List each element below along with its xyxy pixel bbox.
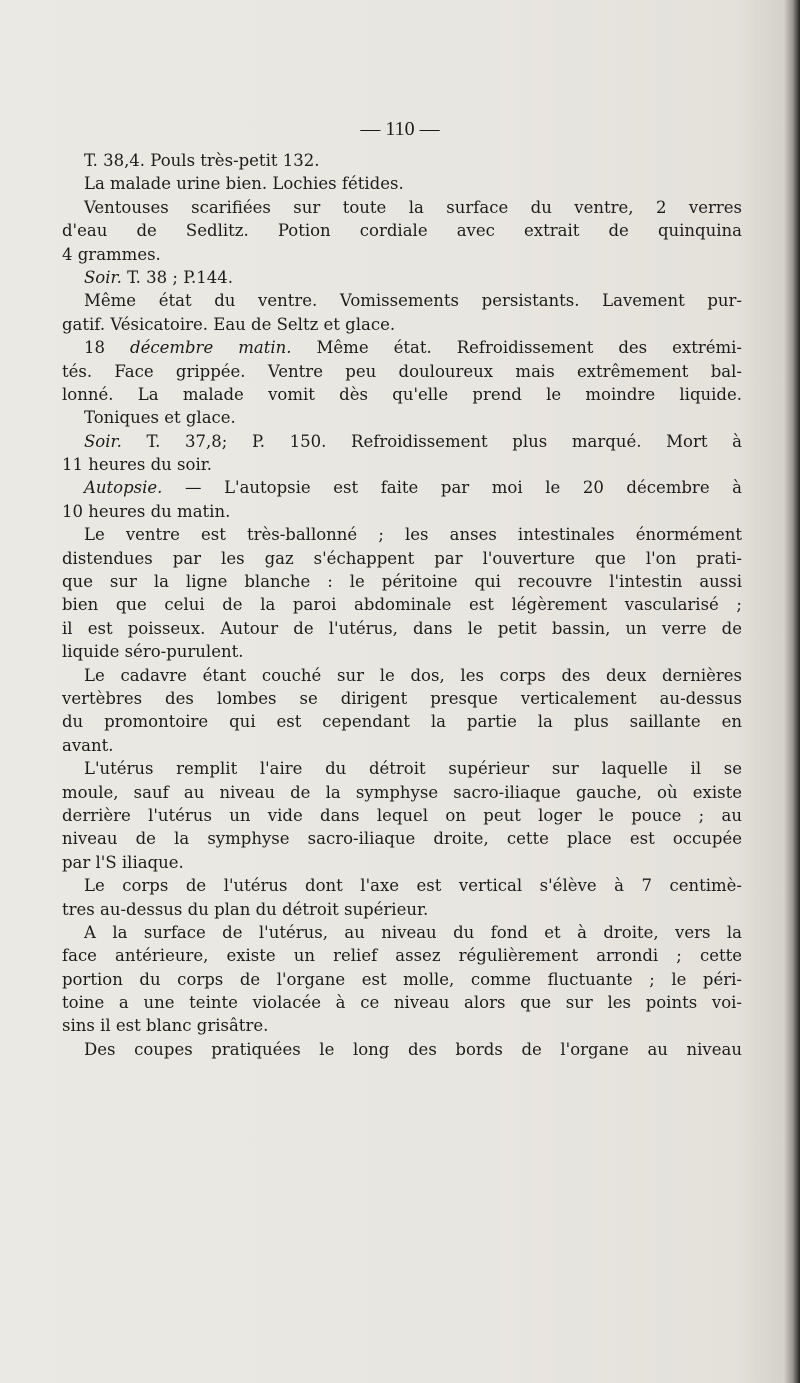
italic-heading: Soir.: [84, 431, 122, 451]
text-line-content: L'utérus remplit l'aire du détroit supérieur sur laquelle il se: [84, 759, 742, 779]
text-line-content: Toniques et glace.: [84, 408, 236, 428]
text-line-content: d'eau de Sedlitz. Potion cordiale avec extrait de quinquina: [62, 221, 742, 241]
text-line-content: Même état. Refroidissement des extrémi-: [291, 338, 742, 358]
text-line-content: T. 37,8; P. 150. Refroidissement plus marqué. Mort à: [121, 431, 742, 451]
text-line: [62, 453, 742, 476]
text-line-content: Le ventre est très-ballonné ; les anses intestinales énormément: [84, 525, 742, 545]
text-line-content: 4 grammes.: [62, 244, 161, 264]
text-line-content: Même état du ventre. Vomissements persistants. Lavement pur-: [84, 291, 742, 311]
text-line: [62, 243, 742, 266]
text-line: [62, 1014, 742, 1037]
text-line-content: niveau de la symphyse sacro-iliaque droite, cette place est occupée: [62, 829, 742, 849]
text-line-content: portion du corps de l'organe est molle, comme fluctuante ; le péri-: [62, 969, 742, 989]
text-line-content: bien que celui de la paroi abdominale est légèrement vascularisé ;: [62, 595, 742, 615]
text-line-content: face antérieure, existe un relief assez régulièrement arrondi ; cette: [62, 946, 742, 966]
text-line-content: 10 heures du matin.: [62, 501, 231, 521]
text-line: [62, 336, 742, 359]
italic-heading: Autopsie.: [84, 478, 163, 498]
text-line-content: par l'S iliaque.: [62, 852, 184, 872]
italic-heading: décembre matin.: [130, 338, 292, 358]
text-line: [62, 1038, 742, 1061]
italic-heading: Soir.: [84, 267, 122, 287]
text-line: [62, 593, 742, 616]
text-line: [62, 851, 742, 874]
text-line-content: sins il est blanc grisâtre.: [62, 1016, 269, 1036]
text-line: [62, 476, 742, 499]
text-line-content: distendues par les gaz s'échappent par l'ouverture que l'on prati-: [62, 548, 742, 568]
text-line-content: il est poisseux. Autour de l'utérus, dans le petit bassin, un verre de: [62, 618, 742, 638]
text-line-content: derrière l'utérus un vide dans lequel on peut loger le pouce ; au: [62, 805, 742, 825]
text-line-content: Des coupes pratiquées le long des bords de l'organe au niveau: [84, 1039, 742, 1059]
text-line: [62, 781, 742, 804]
text-line: [62, 196, 742, 219]
text-line-content: 11 heures du soir.: [62, 455, 213, 475]
text-line-content: — L'autopsie est faite par moi le 20 décembre à: [162, 478, 742, 498]
text-line: [62, 266, 742, 289]
text-line: [62, 289, 742, 312]
text-line-content: avant.: [62, 735, 114, 755]
text-line: [62, 360, 742, 383]
text-line-content: tés. Face grippée. Ventre peu douloureux mais extrêmement bal-: [62, 361, 742, 381]
text-line-content: La malade urine bien. Lochies fétides.: [84, 174, 404, 194]
page-number: — 110 —: [360, 118, 440, 140]
text-line: [62, 991, 742, 1014]
text-line: [62, 804, 742, 827]
text-line-content: toine a une teinte violacée à ce niveau alors que sur les points voi-: [62, 993, 742, 1013]
page-body-text: [62, 149, 742, 1061]
text-line-content: vertèbres des lombes se dirigent presque verticalement au-dessus: [62, 688, 742, 708]
text-line-content: liquide séro-purulent.: [62, 642, 244, 662]
text-line: [62, 757, 742, 780]
text-line-content: que sur la ligne blanche : le péritoine qui recouvre l'intestin aussi: [62, 572, 742, 592]
text-line: [62, 874, 742, 897]
text-line: [62, 430, 742, 453]
text-line-content: du promontoire qui est cependant la partie la plus saillante en: [62, 712, 742, 732]
text-line: [62, 149, 742, 172]
text-line-content: T. 38,4. Pouls très-petit 132.: [84, 151, 320, 170]
text-line: [62, 944, 742, 967]
text-line: [62, 968, 742, 991]
text-line: [62, 172, 742, 195]
text-line: [62, 921, 742, 944]
text-line-content: tres au-dessus du plan du détroit supérieur.: [62, 899, 429, 919]
text-line: [62, 406, 742, 429]
text-line: [62, 710, 742, 733]
text-line: [62, 313, 742, 336]
text-line: [62, 734, 742, 757]
text-line: [62, 640, 742, 663]
text-line: [62, 500, 742, 523]
text-line-content: moule, sauf au niveau de la symphyse sacro-iliaque gauche, où existe: [62, 782, 742, 802]
page-edge-shadow: [784, 0, 800, 1383]
text-line: [62, 687, 742, 710]
text-line: [62, 383, 742, 406]
text-line: [62, 523, 742, 546]
text-line: [62, 219, 742, 242]
text-line-content: A la surface de l'utérus, au niveau du fond et à droite, vers la: [84, 922, 742, 942]
text-line: [62, 617, 742, 640]
text-line-content: T. 38 ; P.144.: [121, 267, 233, 287]
text-line-content: gatif. Vésicatoire. Eau de Seltz et glace.: [62, 314, 396, 334]
text-line: [62, 827, 742, 850]
text-line-content: lonné. La malade vomit dès qu'elle prend le moindre liquide.: [62, 384, 742, 404]
text-line: [62, 898, 742, 921]
text-line-prefix: 18: [84, 338, 131, 358]
text-line: [62, 664, 742, 687]
text-line-content: Le corps de l'utérus dont l'axe est vertical s'élève à 7 centimè-: [84, 876, 742, 896]
text-line: [62, 547, 742, 570]
text-line: [62, 570, 742, 593]
text-line-content: Le cadavre étant couché sur le dos, les corps des deux dernières: [84, 665, 742, 685]
text-line-content: Ventouses scarifiées sur toute la surface du ventre, 2 verres: [84, 197, 742, 217]
